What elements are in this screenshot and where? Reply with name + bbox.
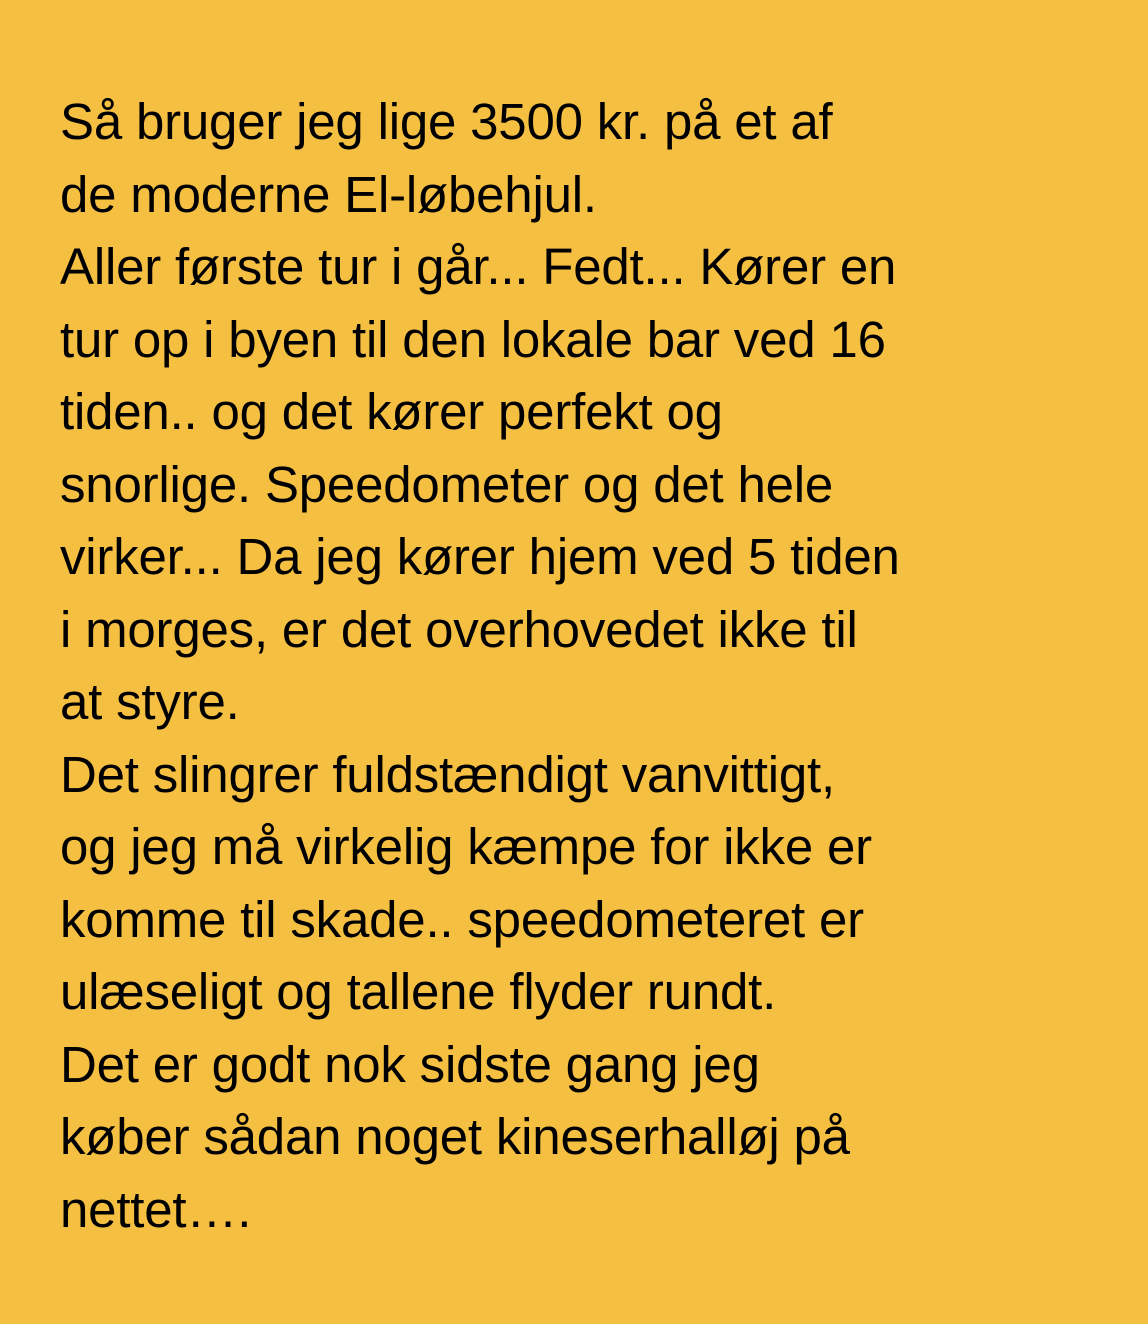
post-line: ulæseligt og tallene flyder rundt. — [60, 963, 777, 1020]
post-line: komme til skade.. speedometeret er — [60, 890, 864, 948]
post-line: Aller første tur i går... Fedt... Kører en — [60, 238, 897, 295]
post-text — [60, 86, 1108, 1246]
post-line: snorlige. Speedometer og det hele — [60, 455, 834, 513]
post-line: tur op i byen til den lokale bar ved 16 — [60, 310, 886, 368]
post-line: Så bruger jeg lige 3500 kr. på et af — [60, 93, 833, 150]
post-line: køber sådan noget kineserhalløj på — [60, 1108, 850, 1165]
post-line: virker... Da jeg kører hjem ved 5 tiden — [60, 528, 900, 585]
post-line: de moderne El-løbehjul. — [60, 165, 597, 223]
post-line: nettet…. — [60, 1180, 252, 1238]
post-line: at styre. — [60, 673, 240, 730]
post-line: Det er godt nok sidste gang jeg — [60, 1035, 760, 1093]
post-line: tiden.. og det kører perfekt og — [60, 383, 723, 440]
post-line: i morges, er det overhovedet ikke til — [60, 600, 858, 658]
post-line: og jeg må virkelig kæmpe for ikke er — [60, 818, 872, 875]
post-line: Det slingrer fuldstændigt vanvittigt, — [60, 745, 835, 803]
